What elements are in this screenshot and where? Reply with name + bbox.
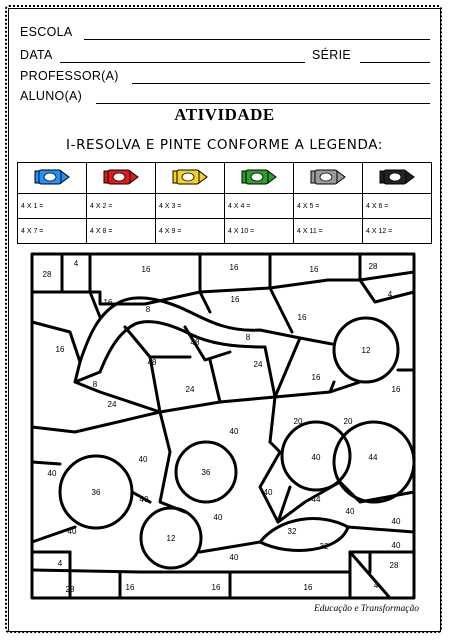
color-by-number-puzzle[interactable] xyxy=(30,252,416,600)
region-number: 40 xyxy=(229,427,239,436)
region-number: 20 xyxy=(293,417,303,426)
region-number: 4 xyxy=(73,259,79,268)
region-number: 16 xyxy=(103,298,113,307)
region-number: 40 xyxy=(263,488,273,497)
legend-crayon-cell xyxy=(363,163,432,194)
professor-line xyxy=(132,83,430,84)
region-number: 12 xyxy=(166,534,176,543)
aluno-label: ALUNO(A) xyxy=(20,89,83,103)
region-number: 36 xyxy=(91,488,101,497)
region-number: 16 xyxy=(141,265,151,274)
region-number: 20 xyxy=(343,417,353,426)
region-number: 40 xyxy=(138,455,148,464)
serie-label: SÉRIE xyxy=(312,48,352,62)
region-number: 28 xyxy=(42,270,52,279)
region-number: 24 xyxy=(185,385,195,394)
escola-label: ESCOLA xyxy=(20,25,73,39)
instruction-text: I-RESOLVA E PINTE CONFORME A LEGENDA: xyxy=(66,137,383,153)
legend-crayon-cell xyxy=(225,163,294,194)
legend-equation[interactable]: 4 X 9 = xyxy=(156,219,225,244)
region-number: 40 xyxy=(391,517,401,526)
region-number: 16 xyxy=(309,265,319,274)
region-number: 28 xyxy=(389,561,399,570)
region-number: 4 xyxy=(57,559,63,568)
aluno-line xyxy=(96,103,430,104)
green-crayon-icon xyxy=(241,169,277,185)
region-number: 48 xyxy=(190,338,200,347)
legend-crayon-cell xyxy=(18,163,87,194)
region-number: 16 xyxy=(297,313,307,322)
region-number: 8 xyxy=(92,380,98,389)
legend-equation[interactable]: 4 X 5 = xyxy=(294,194,363,219)
region-number: 28 xyxy=(368,262,378,271)
legend-equation[interactable]: 4 X 6 = xyxy=(363,194,432,219)
activity-title: ATIVIDADE xyxy=(174,105,275,124)
region-number: 36 xyxy=(201,468,211,477)
region-number: 16 xyxy=(303,583,313,592)
region-number: 44 xyxy=(368,453,378,462)
region-number: 40 xyxy=(311,453,321,462)
legend-equation[interactable]: 4 X 10 = xyxy=(225,219,294,244)
region-number: 24 xyxy=(107,400,117,409)
region-number: 28 xyxy=(65,585,75,594)
data-line xyxy=(60,62,305,63)
data-field[interactable] xyxy=(20,48,430,66)
color-legend-table xyxy=(17,162,432,244)
region-number: 8 xyxy=(245,333,251,342)
region-number: 32 xyxy=(287,527,297,536)
professor-field[interactable] xyxy=(20,69,430,87)
gray-crayon-icon xyxy=(310,169,346,185)
legend-equation[interactable]: 4 X 12 = xyxy=(363,219,432,244)
red-crayon-icon xyxy=(103,169,139,185)
region-number: 48 xyxy=(147,358,157,367)
legend-equation[interactable]: 4 X 2 = xyxy=(87,194,156,219)
region-number: 40 xyxy=(213,513,223,522)
yellow-crayon-icon xyxy=(172,169,208,185)
legend-equation[interactable]: 4 X 3 = xyxy=(156,194,225,219)
region-number: 24 xyxy=(253,360,263,369)
legend-equation[interactable]: 4 X 11 = xyxy=(294,219,363,244)
region-number: 16 xyxy=(55,345,65,354)
region-number: 44 xyxy=(311,495,321,504)
legend-equation[interactable]: 4 X 1 = xyxy=(18,194,87,219)
region-number: 40 xyxy=(229,553,239,562)
legend-crayon-cell xyxy=(294,163,363,194)
region-number: 40 xyxy=(391,541,401,550)
footer-credit: Educação e Transformação xyxy=(313,604,419,614)
escola-line xyxy=(84,39,430,40)
region-number: 16 xyxy=(229,263,239,272)
region-number: 40 xyxy=(67,527,77,536)
region-number: 16 xyxy=(311,373,321,382)
blue-crayon-icon xyxy=(34,169,70,185)
professor-label: PROFESSOR(A) xyxy=(20,69,119,83)
black-crayon-icon xyxy=(379,169,415,185)
region-number: 8 xyxy=(145,305,151,314)
legend-equation[interactable]: 4 X 8 = xyxy=(87,219,156,244)
region-number: 16 xyxy=(230,295,240,304)
escola-field[interactable] xyxy=(20,25,430,43)
legend-equation[interactable]: 4 X 4 = xyxy=(225,194,294,219)
legend-crayon-cell xyxy=(87,163,156,194)
region-number: 40 xyxy=(47,469,57,478)
data-label: DATA xyxy=(20,48,53,62)
region-number: 12 xyxy=(361,346,371,355)
legend-equation[interactable]: 4 X 7 = xyxy=(18,219,87,244)
legend-crayon-cell xyxy=(156,163,225,194)
serie-line xyxy=(360,62,430,63)
region-number: 40 xyxy=(345,507,355,516)
region-number: 16 xyxy=(125,583,135,592)
region-number: 16 xyxy=(211,583,221,592)
region-number: 32 xyxy=(319,542,329,551)
region-number: 4 xyxy=(387,290,393,299)
region-number: 40 xyxy=(139,495,149,504)
region-number: 4 xyxy=(373,581,379,590)
region-number: 16 xyxy=(391,385,401,394)
